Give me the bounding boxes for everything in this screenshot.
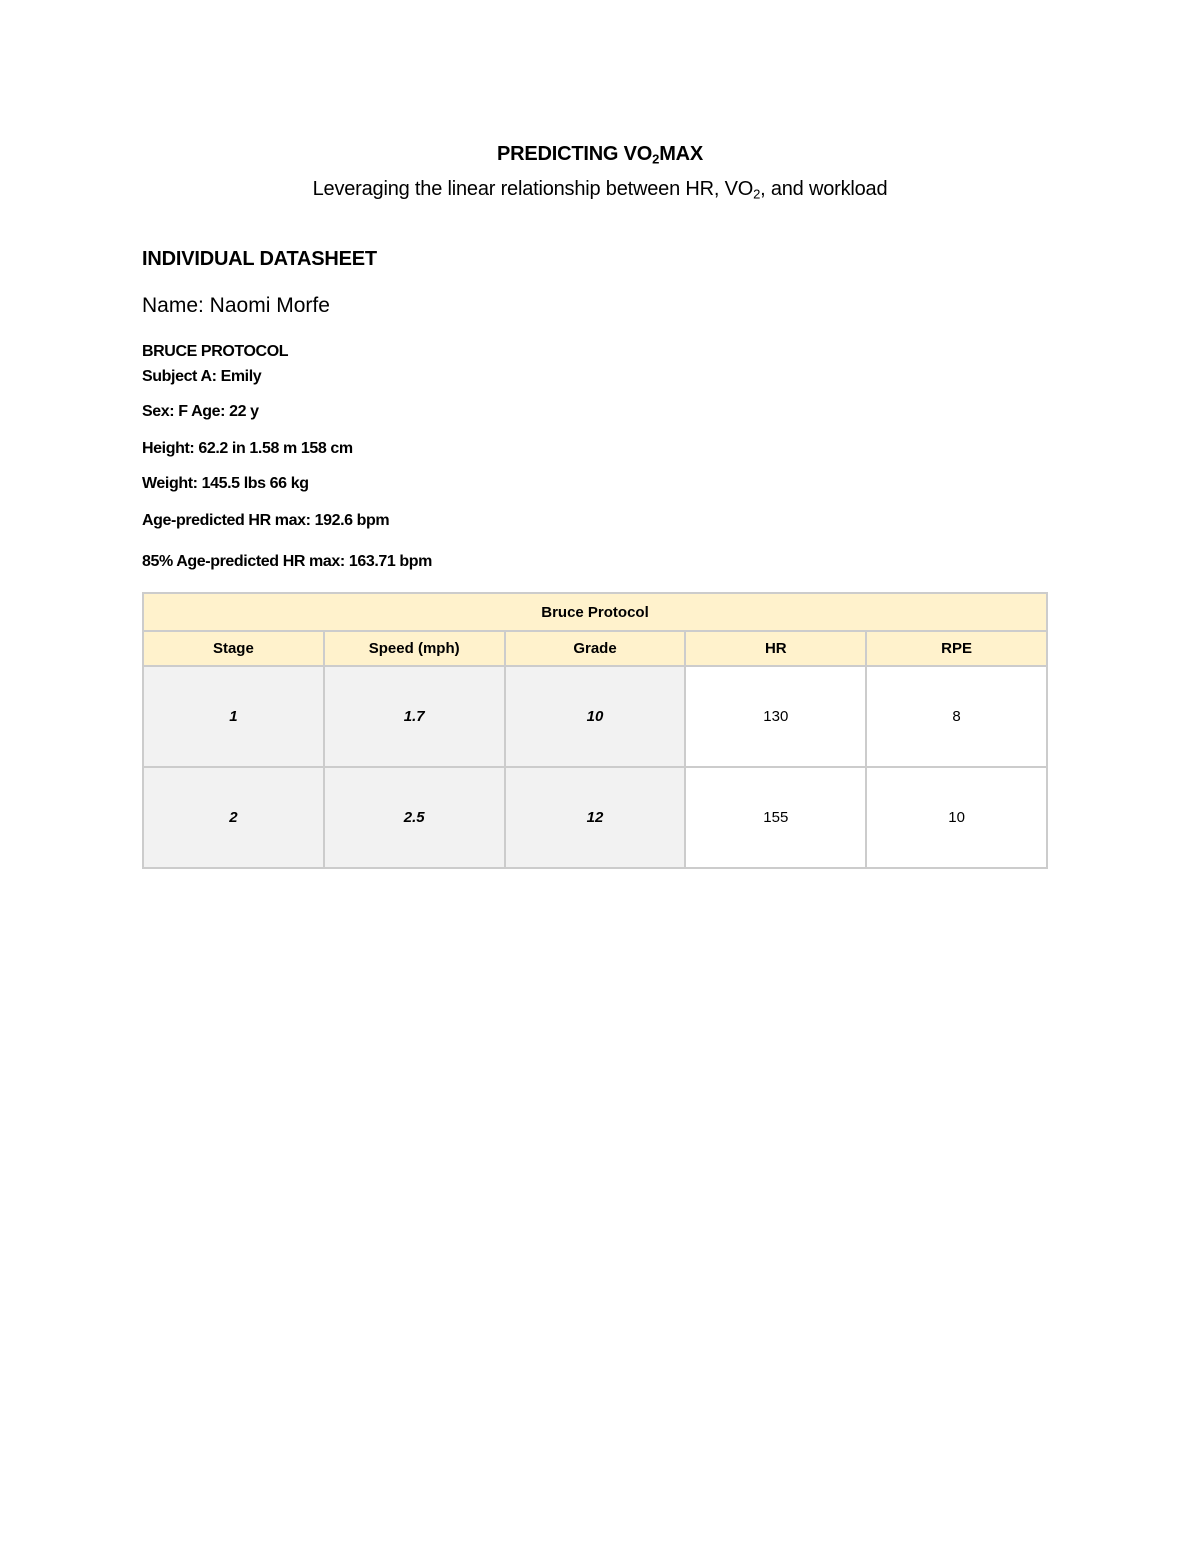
table-row: [143, 666, 1047, 767]
hr-cell: 130: [685, 666, 866, 767]
subtitle-text-pre: Leveraging the linear relationship between HR, VO: [312, 178, 754, 200]
weight-line: Weight: 145.5 lbs 66 kg: [142, 475, 309, 492]
document-subtitle: [0, 178, 1200, 201]
hr-max-line: Age-predicted HR max: 192.6 bpm: [142, 512, 390, 529]
document-title: [0, 143, 1200, 166]
column-header-stage: Stage: [143, 631, 324, 666]
section-heading: INDIVIDUAL DATASHEET: [142, 248, 377, 270]
bruce-protocol-table: [142, 592, 1048, 869]
subtitle-text-post: , and workload: [760, 178, 888, 200]
hr-85-line: 85% Age-predicted HR max: 163.71 bpm: [142, 553, 432, 570]
table-header-row: [143, 631, 1047, 666]
stage-cell: 2: [143, 767, 324, 868]
hr-cell: 155: [685, 767, 866, 868]
column-header-rpe: RPE: [866, 631, 1047, 666]
title-subscript: 2: [652, 151, 660, 167]
title-text-post: MAX: [659, 143, 704, 165]
table-caption-row: [143, 593, 1047, 631]
grade-cell: 10: [505, 666, 686, 767]
table-caption: Bruce Protocol: [143, 593, 1047, 631]
speed-cell: 2.5: [324, 767, 505, 868]
rpe-cell: 8: [866, 666, 1047, 767]
speed-cell: 1.7: [324, 666, 505, 767]
height-line: Height: 62.2 in 1.58 m 158 cm: [142, 440, 353, 457]
column-header-hr: HR: [685, 631, 866, 666]
grade-cell: 12: [505, 767, 686, 868]
rpe-cell: 10: [866, 767, 1047, 868]
column-header-grade: Grade: [505, 631, 686, 666]
protocol-label: BRUCE PROTOCOL: [142, 343, 289, 360]
sex-age-line: Sex: F Age: 22 y: [142, 403, 259, 420]
table-row: [143, 767, 1047, 868]
column-header-speed: Speed (mph): [324, 631, 505, 666]
student-name: Name: Naomi Morfe: [142, 294, 330, 317]
stage-cell: 1: [143, 666, 324, 767]
subtitle-subscript: 2: [753, 186, 761, 202]
subject-line: Subject A: Emily: [142, 368, 262, 385]
title-text-pre: PREDICTING VO: [496, 143, 653, 165]
